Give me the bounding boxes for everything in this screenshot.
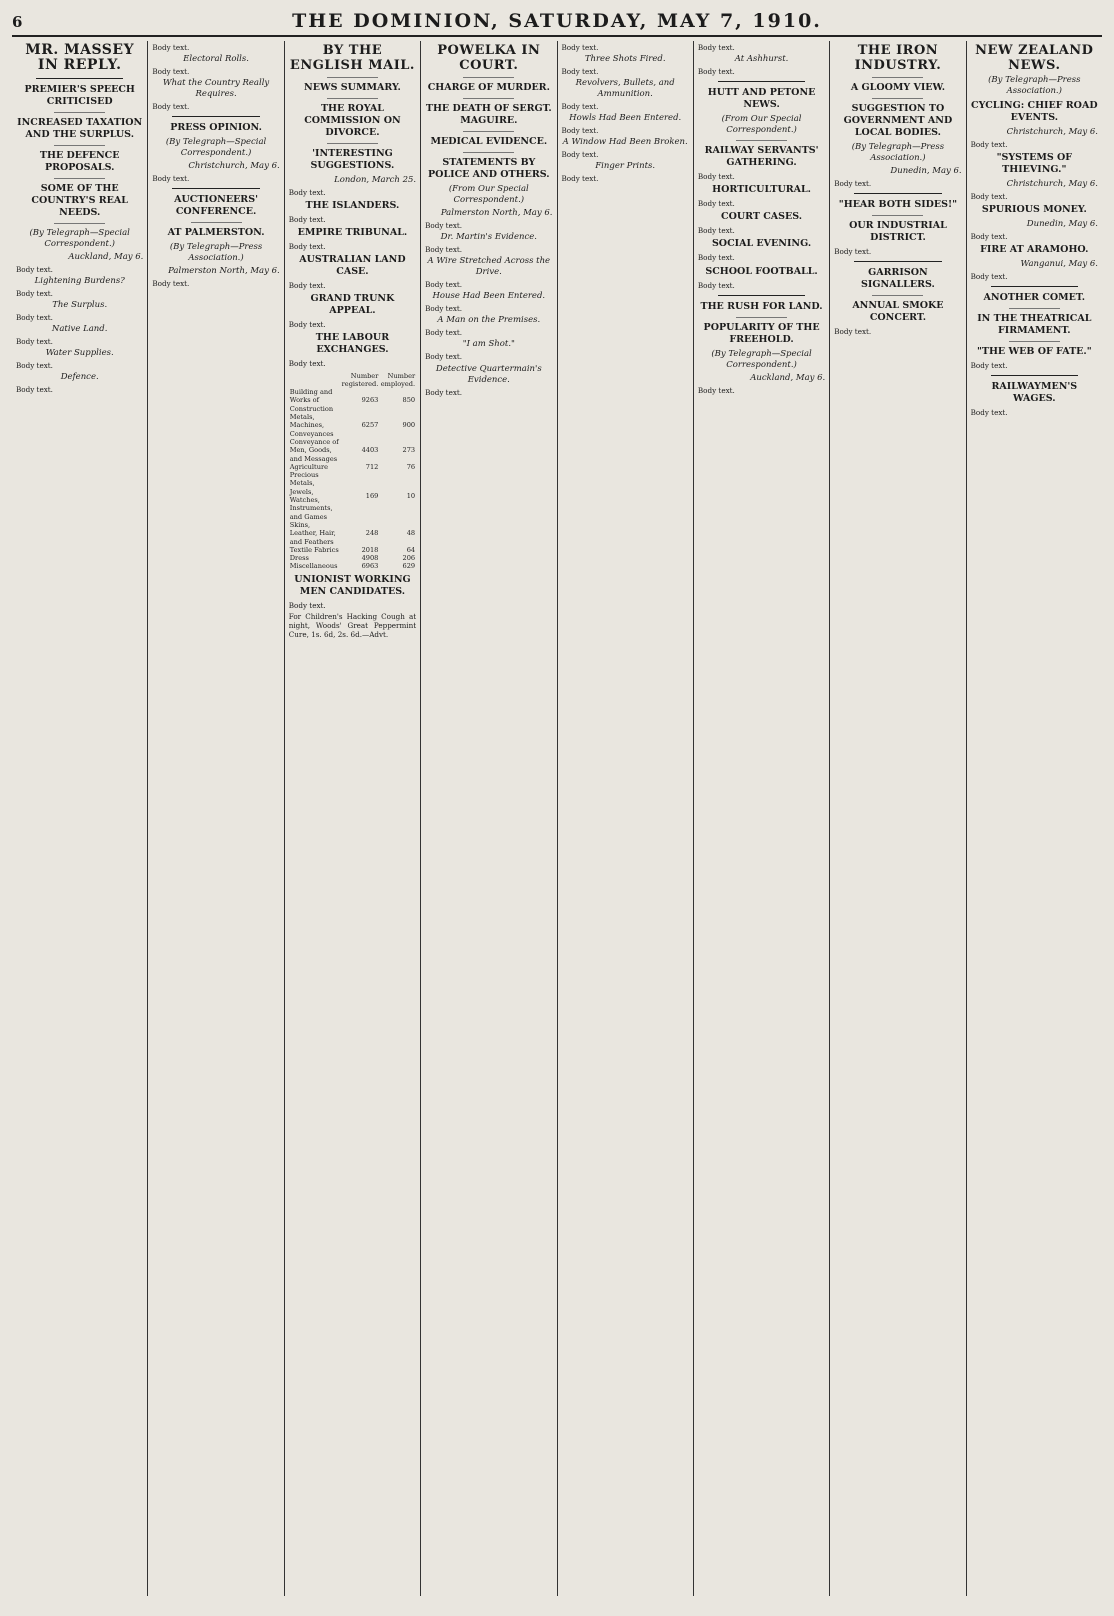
subhead: HORTICULTURAL. xyxy=(712,184,811,196)
subhead: OUR INDUSTRIAL DISTRICT. xyxy=(849,220,947,244)
section-head: Finger Prints. xyxy=(595,161,656,172)
section-head: Defence. xyxy=(60,372,99,383)
byline: (By Telegraph—Press Association.) xyxy=(988,75,1081,96)
section-head: Native Land. xyxy=(51,324,108,335)
subhead: MEDICAL EVIDENCE. xyxy=(430,136,548,147)
columns xyxy=(12,41,1102,1596)
section-head: Detective Quartermain's Evidence. xyxy=(435,363,542,385)
article-text: Body text. xyxy=(288,359,326,369)
subhead: SCHOOL FOOTBALL. xyxy=(705,265,818,277)
column-1 xyxy=(12,41,148,1596)
byline: (From Our Special Correspondent.) xyxy=(721,114,802,136)
article-text: Body text. xyxy=(152,102,190,112)
table-row: Textile Fabrics 2018 64 xyxy=(289,545,416,554)
headline-massey: MR. MASSEY IN REPLY. xyxy=(25,42,135,73)
subhead: STATEMENTS BY POLICE AND OTHERS. xyxy=(428,157,550,180)
dateline: Auckland, May 6. xyxy=(750,372,826,383)
article-text: Body text. xyxy=(561,102,599,112)
article-text: Body text. xyxy=(425,352,463,362)
subhead: AUSTRALIAN LAND CASE. xyxy=(299,254,406,278)
article-text: Body text. xyxy=(697,43,735,52)
section-head: Revolvers, Bullets, and Ammunition. xyxy=(575,78,675,100)
article-text: Body text. xyxy=(425,328,463,338)
dateline: Dunedin, May 6. xyxy=(890,166,962,176)
subhead: NEWS SUMMARY. xyxy=(304,82,401,93)
article-text: Body text. xyxy=(561,126,599,136)
article-text: Body text. xyxy=(152,67,190,77)
column-8 xyxy=(967,41,1102,1596)
article-text: Body text. xyxy=(16,385,53,395)
labour-exchange-table xyxy=(289,372,416,571)
subhead: "THE WEB OF FATE." xyxy=(976,346,1092,358)
dateline: Palmerston North, May 6. xyxy=(440,208,553,218)
article-text: Body text. xyxy=(970,192,1008,202)
table-row: Building and Works of Construction 9263 850 xyxy=(289,388,416,413)
headline-english-mail: BY THE ENGLISH MAIL. xyxy=(289,43,415,73)
subhead: CYCLING: CHIEF ROAD EVENTS. xyxy=(971,100,1098,123)
subhead: THE DEATH OF SERGT. MAGUIRE. xyxy=(425,103,552,126)
subhead: COURT CASES. xyxy=(721,211,803,223)
masthead xyxy=(12,10,1102,37)
article-text: Body text. xyxy=(697,385,735,395)
table-row: Miscellaneous 6963 629 xyxy=(289,562,416,571)
byline: (By Telegraph—Press Association.) xyxy=(169,242,263,264)
subhead: RAILWAY SERVANTS' GATHERING. xyxy=(704,145,819,169)
dateline: Christchurch, May 6. xyxy=(1006,127,1098,137)
section-head: Water Supplies. xyxy=(45,348,114,359)
article-text: Body text. xyxy=(697,172,735,182)
article-text: Body text. xyxy=(152,43,190,52)
article-text: Body text. xyxy=(561,43,599,52)
subhead: SUGGESTION TO GOVERNMENT AND LOCAL BODIES. xyxy=(843,103,953,138)
article-text: Body text. xyxy=(288,600,326,610)
dateline: Christchurch, May 6. xyxy=(188,161,280,172)
column-4 xyxy=(421,41,557,1596)
paper-title-date: THE DOMINION, SATURDAY, MAY 7, 1910. xyxy=(292,10,822,32)
dateline: Palmerston North, May 6. xyxy=(168,266,280,277)
article-text: Body text. xyxy=(970,408,1008,418)
byline: (From Our Special Correspondent.) xyxy=(448,184,529,205)
headline: RAILWAYMEN'S WAGES. xyxy=(991,381,1078,405)
article-text: Body text. xyxy=(425,387,463,397)
subhead: PREMIER'S SPEECH CRITICISED xyxy=(24,84,135,107)
section-head: Electoral Rolls. xyxy=(183,54,249,65)
table-row: Skins, Leather, Hair, and Feathers 248 48 xyxy=(289,520,416,546)
article-text: Body text. xyxy=(561,150,599,160)
table-header: Number employed. xyxy=(380,371,416,388)
section-head: Dr. Martin's Evidence. xyxy=(440,232,537,243)
subhead: AT PALMERSTON. xyxy=(167,227,265,239)
subhead: THE DEFENCE PROPOSALS. xyxy=(39,150,120,173)
article-text: Body text. xyxy=(425,245,463,255)
headline: GARRISON SIGNALLERS. xyxy=(861,267,935,291)
subhead: POPULARITY OF THE FREEHOLD. xyxy=(703,321,820,345)
advertisement: For Children's Hacking Cough at night, Woods' Great Peppermint Cure, 1s. 6d, 2s. 6d.—Advt. xyxy=(288,611,417,639)
headline: HUTT AND PETONE NEWS. xyxy=(707,87,816,111)
article-text: Body text. xyxy=(288,188,326,197)
column-5 xyxy=(558,41,694,1596)
subhead: EMPIRE TRIBUNAL. xyxy=(297,227,408,239)
column-3 xyxy=(285,41,421,1596)
article-text: Body text. xyxy=(288,320,326,330)
section-head: What the Country Really Requires. xyxy=(162,78,270,100)
subhead: ANNUAL SMOKE CONCERT. xyxy=(852,300,944,324)
article-text: Body text. xyxy=(16,361,53,371)
subhead: THE ISLANDERS. xyxy=(305,200,400,212)
subhead: FIRE AT ARAMOHO. xyxy=(980,244,1089,256)
dateline: Christchurch, May 6. xyxy=(1006,179,1098,190)
subhead: 'INTERESTING SUGGESTIONS. xyxy=(310,148,395,171)
section-head: A Window Had Been Broken. xyxy=(562,137,688,148)
article-text: Body text. xyxy=(152,174,190,184)
article-text: Body text. xyxy=(288,215,326,225)
table-row: Conveyance of Men, Goods, and Messages 4403 273 xyxy=(289,437,416,463)
section-head: A Wire Stretched Across the Drive. xyxy=(427,256,551,278)
subhead: SOCIAL EVENING. xyxy=(711,238,812,250)
article-text: Body text. xyxy=(425,280,463,290)
table-row: Agriculture 712 76 xyxy=(289,462,416,471)
article-text: Body text. xyxy=(697,226,735,236)
article-text: Body text. xyxy=(970,272,1008,282)
section-head: Howls Had Been Entered. xyxy=(569,113,682,124)
table-row: Precious Metals, Jewels, Watches, Instruments, and Games 169 10 xyxy=(289,471,416,521)
column-6 xyxy=(694,41,830,1596)
section-head: House Had Been Entered. xyxy=(432,291,546,302)
headline-powelka: POWELKA IN COURT. xyxy=(437,43,541,73)
subhead: IN THE THEATRICAL FIRMAMENT. xyxy=(977,313,1092,337)
subhead: UNIONIST WORKING MEN CANDIDATES. xyxy=(294,573,411,597)
article-text: Body text. xyxy=(697,67,735,77)
dateline: London, March 25. xyxy=(334,175,417,185)
article-text: Body text. xyxy=(970,140,1008,149)
subhead: SPURIOUS MONEY. xyxy=(981,204,1087,216)
page-number: 6 xyxy=(12,13,23,31)
article-text: Body text. xyxy=(834,179,872,188)
dateline: Dunedin, May 6. xyxy=(1026,219,1098,230)
section-head: The Surplus. xyxy=(52,300,108,311)
headline: PRESS OPINION. xyxy=(170,122,262,134)
article-text: Body text. xyxy=(834,327,872,337)
subhead: THE ROYAL COMMISSION ON DIVORCE. xyxy=(304,103,401,138)
subhead: THE LABOUR EXCHANGES. xyxy=(315,332,390,356)
table-row: Dress 4908 206 xyxy=(289,554,416,563)
byline: (By Telegraph—Special Correspondent.) xyxy=(165,137,267,159)
article-text: Body text. xyxy=(425,221,463,230)
article-text: Body text. xyxy=(697,280,735,290)
subhead: SOME OF THE COUNTRY'S REAL NEEDS. xyxy=(31,183,128,218)
article-text: Body text. xyxy=(697,199,735,209)
article-text: Body text. xyxy=(288,281,326,291)
table-row: Metals, Machines, Conveyances 6257 900 xyxy=(289,413,416,438)
article-text: Body text. xyxy=(970,361,1008,371)
headline: ANOTHER COMET. xyxy=(983,292,1086,304)
headline-iron-industry: THE IRON INDUSTRY. xyxy=(854,43,942,73)
article-text: Body text. xyxy=(970,232,1008,242)
section-head: Three Shots Fired. xyxy=(584,54,666,65)
article-text: Body text. xyxy=(561,174,599,184)
column-7 xyxy=(830,41,966,1596)
table-header: Number registered. xyxy=(341,371,379,388)
article-text: Body text. xyxy=(152,279,190,289)
section-head: At Ashhurst. xyxy=(734,54,789,65)
subhead: INCREASED TAXATION AND THE SURPLUS. xyxy=(17,117,143,140)
newspaper-page xyxy=(12,10,1102,1596)
subhead: "SYSTEMS OF THIEVING." xyxy=(996,152,1073,176)
article-text: Body text. xyxy=(288,242,326,252)
byline: (By Telegraph—Press Association.) xyxy=(851,142,945,163)
section-head: "I am Shot." xyxy=(462,339,515,350)
article-text: Body text. xyxy=(561,67,599,77)
subhead: GRAND TRUNK APPEAL. xyxy=(310,293,395,317)
byline: (By Telegraph—Special Correspondent.) xyxy=(711,348,812,370)
article-text: Body text. xyxy=(834,247,872,257)
subhead: CHARGE OF MURDER. xyxy=(427,82,550,93)
dateline: Auckland, May 6. xyxy=(68,252,144,262)
article-text: Body text. xyxy=(16,313,53,323)
headline: AUCTIONEERS' CONFERENCE. xyxy=(174,194,258,218)
article-text: Body text. xyxy=(16,337,53,347)
section-head: A Man on the Premises. xyxy=(437,315,541,326)
subhead: A GLOOMY VIEW. xyxy=(850,82,946,93)
article-text: Body text. xyxy=(16,265,53,274)
headline: THE RUSH FOR LAND. xyxy=(700,300,823,312)
article-text: Body text. xyxy=(425,304,463,314)
byline: (By Telegraph—Special Correspondent.) xyxy=(29,228,130,249)
section-head: Lightening Burdens? xyxy=(34,276,125,287)
headline: "HEAR BOTH SIDES!" xyxy=(838,199,958,211)
dateline: Wanganui, May 6. xyxy=(1020,259,1098,270)
headline-nz-news: NEW ZEALAND NEWS. xyxy=(975,43,1094,73)
column-2 xyxy=(148,41,284,1596)
article-text: Body text. xyxy=(16,289,53,299)
article-text: Body text. xyxy=(697,253,735,263)
